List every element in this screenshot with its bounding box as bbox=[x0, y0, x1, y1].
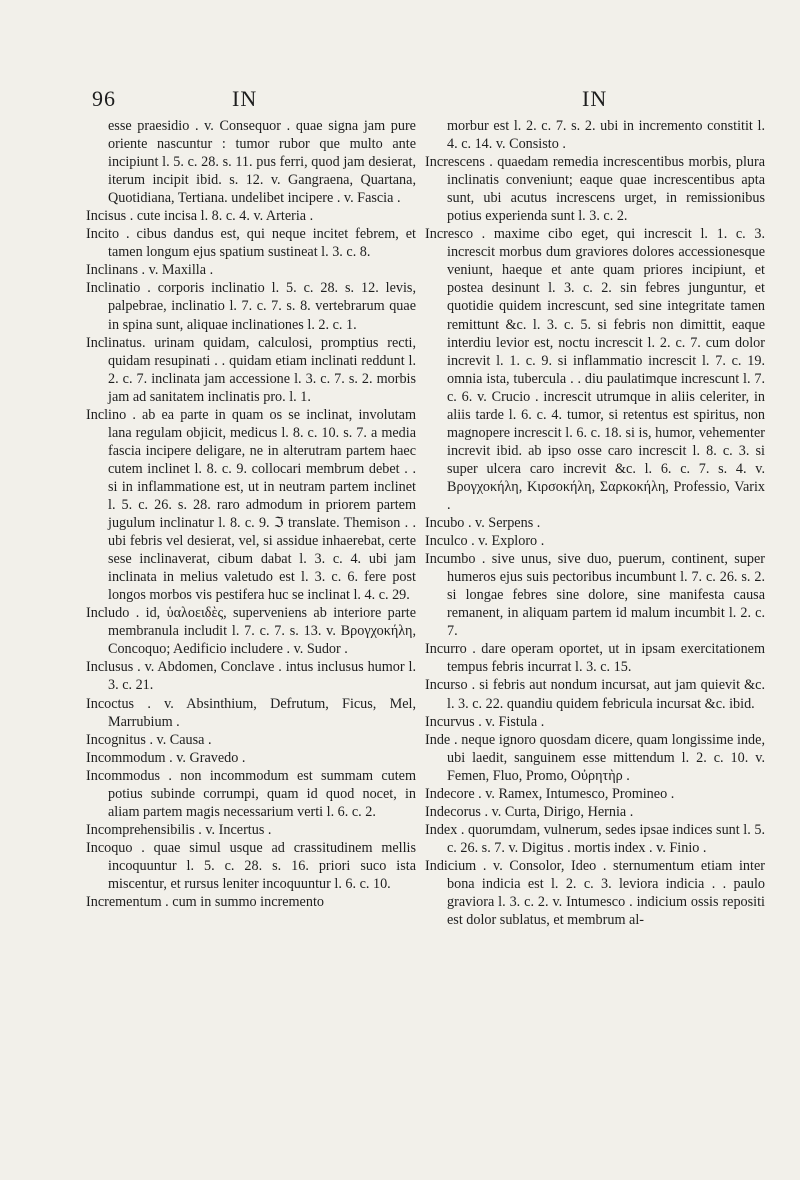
dictionary-entry: Incurvus . v. Fistula . bbox=[425, 713, 545, 730]
left-column bbox=[86, 117, 416, 911]
dictionary-entry: Incresco . maxime cibo eget, qui increscit l. 1. c. 3. increscit morbus dum graviores dolores accessionesque veniunt, haeque et ante quam priores incipiunt, et postea desinunt l. 3. c. 2. sin febres junguntur, et quotidie quidem increscunt, sed sine integritate tamen remittunt &c. l. 3. c. 5. si febris non dimittit, eaque interdiu levior est, noctu increscit l. 2. c. 7. cum dolor increvit l. 1. c. 9. si inflammatio increscit l. 7. c. 19. omnia ista, tubercula . . diu paulatimque increscunt l. 7. c. 6. v. Crucio . increscit utrumque in aliis celeriter, in aliis tarde l. 6. c. 4. tumor, si retentus est spiritus, non magnopere increscit l. 6. c. 18. si is, humor, vehementer increvit ibid. ab ipso osse caro increscit l. 8. c. 3. si super ulcera caro increvit &c. l. 6. c. 7. s. 4. v. Βρογχοκήλη, Κιρσοκήλη, Σαρκοκήλη, Professio, Varix . bbox=[425, 226, 765, 513]
dictionary-entry: Incurro . dare operam oportet, ut in ipsam exercitationem tempus febris incurrat l. 3. c. 15. bbox=[425, 641, 765, 676]
dictionary-entry: Incoctus . v. Absinthium, Defrutum, Ficus, Mel, Marrubium . bbox=[86, 695, 416, 730]
entry-continuation: esse praesidio . v. Consequor . quae signa jam pure oriente nascuntur : tumor rubor que multo ante incipiunt l. 5. c. 28. s. 11. pus ferri, quod jam desierat, iterum incipit ibid. s. 12. v. Gangraena, Quartana, Quotidiana, Tertiana. undelibet incipere . v. Fascia . bbox=[108, 118, 416, 207]
dictionary-entry: Incommodum . v. Gravedo . bbox=[86, 749, 246, 766]
dictionary-entry: Incognitus . v. Causa . bbox=[86, 731, 212, 748]
running-head-left: IN bbox=[232, 86, 258, 111]
page-header bbox=[92, 86, 740, 116]
dictionary-entry: Includo . id, ὑαλοειδὲς, superveniens ab interiore parte membranula includit l. 7. c. 7. s. 13. v. Βρογχοκήλη, Concoquo; Aedificio includere . v. Sudor . bbox=[86, 605, 416, 658]
dictionary-entry: Inde . neque ignoro quosdam dicere, quam longissime inde, ubi laedit, sanguinem esse mittendum l. 2. c. 10. v. Femen, Fluo, Promo, Οὐρητὴρ . bbox=[425, 731, 765, 784]
dictionary-entry: Index . quorumdam, vulnerum, sedes ipsae indices sunt l. 5. c. 26. s. 7. v. Digitus . mortis index . v. Finio . bbox=[425, 821, 765, 856]
dictionary-entry: Incisus . cute incisa l. 8. c. 4. v. Arteria . bbox=[86, 208, 314, 225]
running-head-right: IN bbox=[582, 86, 608, 111]
dictionary-entry: Inculco . v. Exploro . bbox=[425, 533, 545, 550]
dictionary-entry: Incito . cibus dandus est, qui neque incitet febrem, et tamen longum ejus spatium sustineat l. 3. c. 8. bbox=[86, 226, 416, 261]
dictionary-entry: Incoquo . quae simul usque ad crassitudinem mellis incoquuntur l. 5. c. 28. s. 16. priori suco ista miscentur, et rursus leniter incoquuntur l. 6. c. 10. bbox=[86, 839, 416, 892]
dictionary-entry: Incurso . si febris aut nondum incursat, aut jam quievit &c. l. 3. c. 22. quandiu quidem febricula incursat &c. ibid. bbox=[425, 677, 765, 712]
dictionary-entry: Incomprehensibilis . v. Incertus . bbox=[86, 821, 272, 838]
page-number: 96 bbox=[92, 86, 116, 111]
dictionary-entry: Incumbo . sive unus, sive duo, puerum, continent, super humeros ejus suis pectoribus incumbunt l. 7. c. 26. s. 2. si longae febres sine dolore, sine manifesta causa remanent, in aliquam partem id malum incumbit l. 2. c. 7. bbox=[425, 551, 765, 640]
dictionary-entry: Inclinatio . corporis inclinatio l. 5. c. 28. s. 12. levis, palpebrae, inclinatio l. 7. c. 7. s. 8. vertebrarum quae in spina sunt, aliquae inclinationes l. 2. c. 1. bbox=[86, 280, 416, 333]
dictionary-entry: Indecore . v. Ramex, Intumesco, Promineo . bbox=[425, 785, 675, 802]
dictionary-entry: Inclusus . v. Abdomen, Conclave . intus inclusus humor l. 3. c. 21. bbox=[86, 659, 416, 694]
entry-continuation: morbur est l. 2. c. 7. s. 2. ubi in incremento constitit l. 4. c. 14. v. Consisto . bbox=[447, 118, 765, 153]
dictionary-entry: Indecorus . v. Curta, Dirigo, Hernia . bbox=[425, 803, 634, 820]
dictionary-entry: Increscens . quaedam remedia increscentibus morbis, plura inclinatis conveniunt; eaque quae increscentibus apta sunt, ubi acutus increscens urget, in remissionibus potius experienda sunt l. 3. c. 2. bbox=[425, 154, 765, 225]
dictionary-entry: Incrementum . cum in summo incremento bbox=[86, 894, 324, 911]
dictionary-entry: Inclinans . v. Maxilla . bbox=[86, 262, 214, 279]
right-column bbox=[425, 117, 765, 929]
dictionary-entry: Indicium . v. Consolor, Ideo . sternumentum etiam inter bona indicia est l. 2. c. 3. leviora indicia . . paulo graviora l. 3. c. 2. v. Intumesco . indicium ossis repositi est dolor sublatus, et membrum al- bbox=[425, 857, 765, 929]
dictionary-entry: Inclino . ab ea parte in quam os se inclinat, involutam lana regulam objicit, medicus l. 8. c. 10. s. 7. a media fascia incipere deligare, ne in alterutram partem haec cutem inclinet l. 8. c. 9. collocari membrum debet . . si in inflammatione est, ut in neutram partem inclinet l. 5. c. 26. s. 28. raro admodum in priorem partem jugulum inclinatur l. 8. c. 9. ℑ translate. Themison . . ubi febris vel desierat, vel, si assidue inhaerebat, certe sese inclinaverat, cibum dabat l. 3. c. 4. ubi jam inclinata in melius valetudo est l. 3. c. 6. fere post longos morbos vis pestifera huc se inclinat l. 4. c. 29. bbox=[86, 406, 416, 604]
dictionary-entry: Incubo . v. Serpens . bbox=[425, 515, 541, 532]
dictionary-entry: Inclinatus. urinam quidam, calculosi, promptius recti, quidam resupinati . . quidam etiam inclinati reddunt l. 2. c. 7. inclinata jam accessione l. 3. c. 7. s. 2. morbis jam ad sanitatem inclinatis pro. l. 1. bbox=[86, 334, 416, 405]
dictionary-entry: Incommodus . non incommodum est summam cutem potius subinde corrumpi, quam id quod nocet, in aliam partem magis necessarium verti l. 6. c. 2. bbox=[86, 767, 416, 820]
